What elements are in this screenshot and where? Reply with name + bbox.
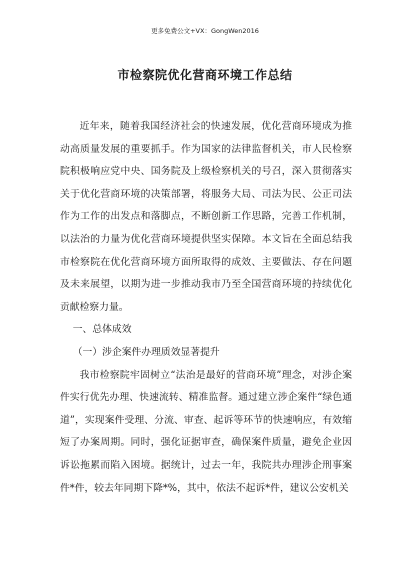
body-paragraph-2: 我市检察院牢固树立“法治是最好的营商环境”理念，对涉企案件实行优先办理、快速流转、精准监督。通过建立涉企案件“绿色通道”，实现案件受理、分流、审查、起诉等环节的快速响应，有效缩短了办案周期。同时，强化证据审查，确保案件质量，避免企业因诉讼拖累而陷入困境。据统计，过去一年，我院共办理涉企刑事案件*件，较去年同期下降*%，其中，依法不起诉*件，建议公安机关 bbox=[60, 369, 352, 494]
document-body bbox=[60, 116, 352, 500]
subsection-heading-1: （一）涉企案件办理质效显著提升 bbox=[72, 346, 220, 358]
document-title: 市检察院优化营商环境工作总结 bbox=[117, 68, 293, 82]
page-header-note: 更多免费公文+VX：GongWen2016 bbox=[151, 27, 259, 35]
section-heading-1: 一、总体成效 bbox=[72, 324, 132, 336]
intro-paragraph: 近年来，随着我国经济社会的快速发展，优化营商环境成为推动高质量发展的重要抓手。作为国家的法律监督机关，市人民检察院积极响应党中央、国务院及上级检察机关的号召，深入贯彻落实关于优化营商环境的决策部署，将服务大局、司法为民、公正司法作为工作的出发点和落脚点，不断创新工作思路，完善工作机制，以法治的力量为优化营商环境提供坚实保障。本文旨在全面总结我市检察院在优化营商环境方面所取得的成效、主要做法、存在问题及未来展望，以期为进一步推动我市乃至全国营商环境的持续优化贡献检察力量。 bbox=[60, 121, 352, 313]
